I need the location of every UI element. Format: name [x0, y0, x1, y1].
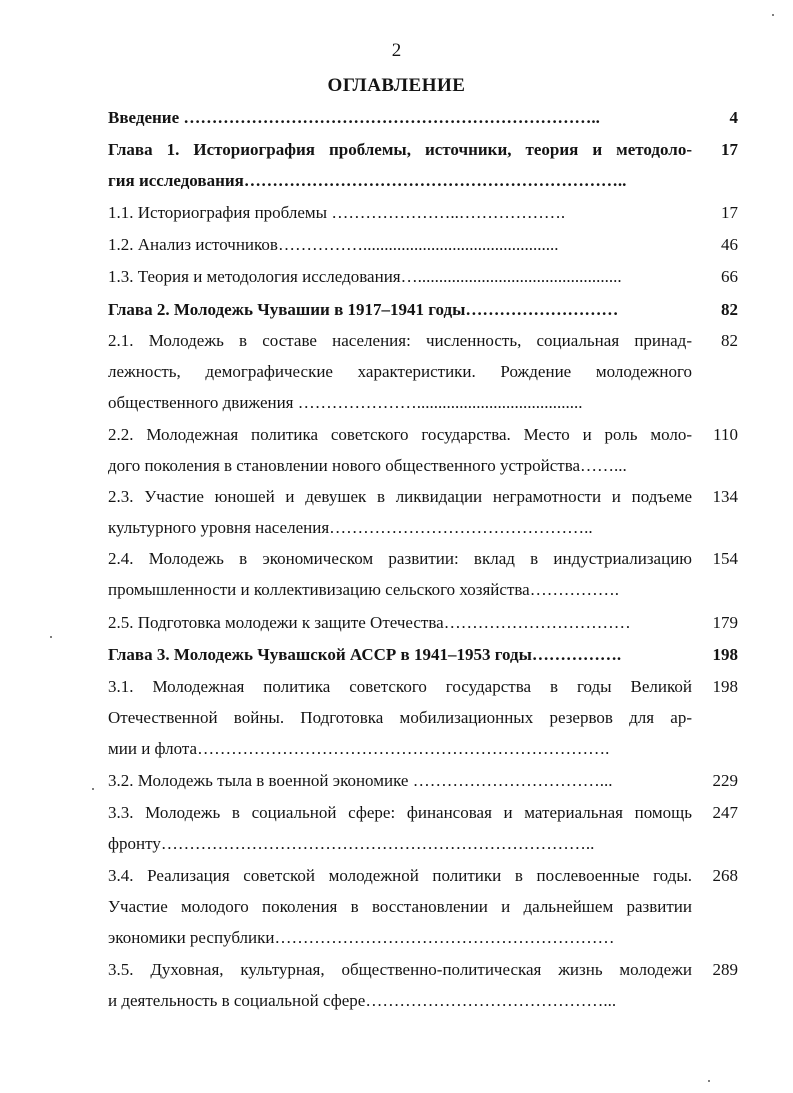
toc-entry-line: Глава 3. Молодежь Чувашской АССР в 1941–1953 годы…………….: [108, 645, 622, 664]
toc-entry-line: 1.1. Историография проблемы …………………..……………….: [108, 203, 566, 222]
toc-page-number: 289: [712, 960, 738, 979]
toc-entry-line: Введение ………………………………………………………………..: [108, 108, 600, 127]
toc-entry-line: Глава 2. Молодежь Чувашии в 1917–1941 годы………………………: [108, 300, 619, 319]
toc-entry-line: 2.1. Молодежь в составе населения: численность, социальная принад-: [108, 331, 692, 350]
toc-entry: [108, 767, 738, 798]
toc-page-number: 82: [721, 300, 738, 319]
scan-speck: [708, 1080, 710, 1082]
toc-page-number: 110: [713, 425, 738, 444]
toc-entry: [108, 862, 738, 955]
toc-entry-line: 1.2. Анализ источников……………..............................................: [108, 235, 559, 254]
toc-entry-line: 2.5. Подготовка молодежи к защите Отечества……………………………: [108, 613, 631, 632]
toc-entry-line: 3.4. Реализация советской молодежной политики в послевоенные годы.: [108, 866, 692, 885]
toc-entry-line: промышленности и коллективизацию сельского хозяйства…………….: [108, 580, 619, 599]
toc-entry-line: экономики республики……………………………………………………: [108, 928, 615, 947]
toc-page-number: 268: [712, 866, 738, 885]
toc-entry-line: 2.4. Молодежь в экономическом развитии: вклад в индустриализацию: [108, 549, 692, 568]
toc-entry-line: 1.3. Теория и методология исследования…................................................: [108, 267, 622, 286]
toc-entry: [108, 199, 738, 230]
toc-entry-line: 3.5. Духовная, культурная, общественно-политическая жизнь молодежи: [108, 960, 692, 979]
scan-speck: [50, 636, 52, 638]
toc-page-number: 46: [721, 235, 738, 254]
toc-entry-line: гия исследования…………………………………………………………..: [108, 171, 627, 190]
toc-entry-line: культурного уровня населения………………………………………..: [108, 518, 593, 537]
toc-page-number: 134: [712, 487, 738, 506]
toc-entry-line: 3.3. Молодежь в социальной сфере: финансовая и материальная помощь: [108, 803, 692, 822]
toc-page-number: 17: [721, 140, 738, 159]
scan-speck: [772, 14, 774, 16]
toc-entry-line: 2.3. Участие юношей и девушек в ликвидации неграмотности и подъеме: [108, 487, 692, 506]
toc-entry: [108, 104, 738, 135]
toc-page-number: 82: [721, 331, 738, 350]
toc-entry-line: фронту…………………………………………………………………..: [108, 834, 595, 853]
toc-page-number: 154: [712, 549, 738, 568]
toc-page-number: 66: [721, 267, 738, 286]
toc-entry: [108, 673, 738, 766]
toc-page-number: 229: [712, 771, 738, 790]
toc-entry: [108, 483, 738, 545]
toc-entry: [108, 136, 738, 198]
toc-entry: [108, 956, 738, 1018]
scan-speck: [92, 788, 94, 790]
toc-entry: [108, 231, 738, 262]
toc-page-number: 4: [729, 108, 738, 127]
toc-entry-line: лежность, демографические характеристики. Рождение молодежного: [108, 362, 692, 381]
toc-entry-line: мии и флота……………………………………………………………….: [108, 739, 610, 758]
toc-page-number: 198: [712, 645, 738, 664]
toc-entry-line: дого поколения в становлении нового общественного устройства……...: [108, 456, 627, 475]
toc-entry: [108, 263, 738, 294]
toc-title: ОГЛАВЛЕНИЕ: [327, 75, 466, 96]
toc-page-number: 179: [712, 613, 738, 632]
toc-page-number: 247: [712, 803, 738, 822]
toc-entry-line: 2.2. Молодежная политика советского государства. Место и роль моло-: [108, 425, 692, 444]
toc-entry: [108, 609, 738, 640]
toc-page-number: 17: [721, 203, 738, 222]
toc-page-number: 198: [712, 677, 738, 696]
toc-entry-line: Участие молодого поколения в восстановлении и дальнейшем развитии: [108, 897, 692, 916]
toc-entry: [108, 799, 738, 861]
toc-entry-line: Отечественной войны. Подготовка мобилизационных резервов для ар-: [108, 708, 692, 727]
toc-entry: [108, 327, 738, 420]
toc-entry-line: Глава 1. Историография проблемы, источники, теория и методоло-: [108, 140, 692, 159]
toc-entry-line: 3.1. Молодежная политика советского государства в годы Великой: [108, 677, 692, 696]
toc-entry: [108, 545, 738, 607]
toc-entry: [108, 296, 738, 327]
toc-entry-line: 3.2. Молодежь тыла в военной экономике ……………………………...: [108, 771, 613, 790]
toc-entry-line: общественного движения ………………….......................................: [108, 393, 583, 412]
page-number: 2: [391, 40, 402, 61]
toc-entry: [108, 421, 738, 483]
toc-entry: [108, 641, 738, 672]
toc-entry-line: и деятельность в социальной сфере……………………………………...: [108, 991, 617, 1010]
